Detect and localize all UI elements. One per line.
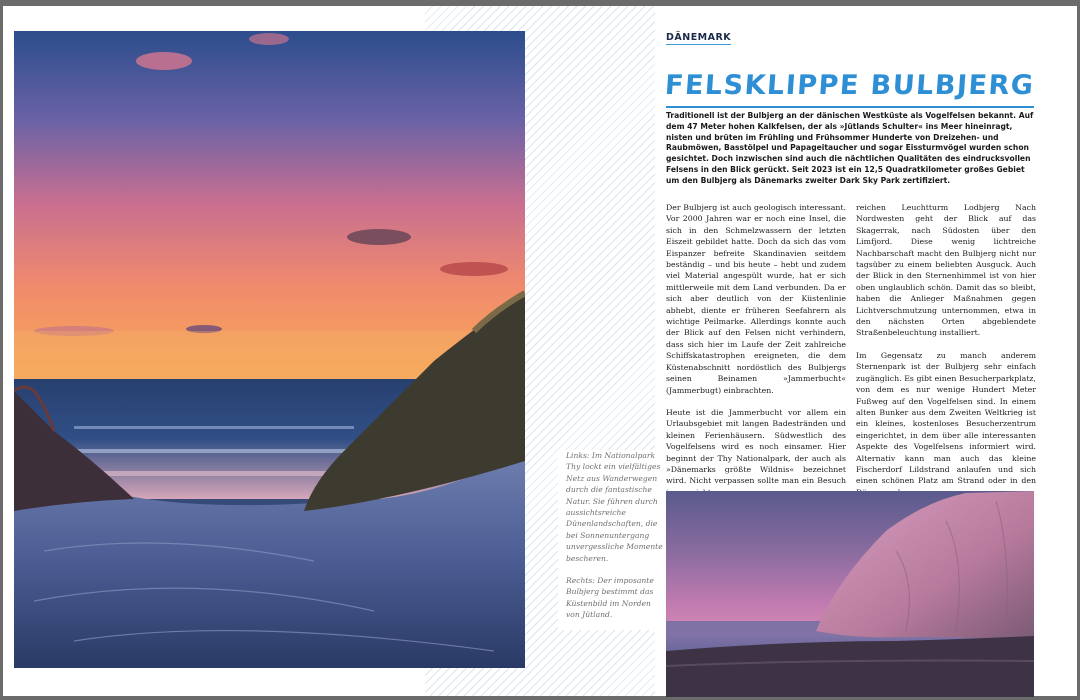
caption-right: Rechts: Der imposante Bulbjerg bestimmt das Küstenbild im Norden von Jütland. [566, 576, 654, 620]
dune-sunset-photo [14, 31, 525, 668]
body-column-1 [666, 202, 846, 509]
caption-left: Links: Im Nationalpark Thy lockt ein vielfältiges Netz aus Wanderwegen durch die fantastische Natur. Sie führen durch aussichtsreiche Dünenlandschaften, die bei Sonnenuntergang unvergessliche Momente bescheren. [566, 451, 663, 563]
body-paragraph: reichen Leuchtturm Lodbjerg Nach Nordwesten geht der Blick auf das Skagerrak, nach Südosten über den Limfjord. Diese wenig lichtreiche Nachbarschaft macht den Bulbjerg nicht nur tagsüber zu einem beliebten Ausguck. Auch der Blick in den Sternenhimmel ist von hier oben unglaublich schön. Damit das so bleibt, haben die Anlieger Maßnahmen gegen Lichtverschmutzung unternommen, etwa in den nächsten Orten abgeblendete Straßenbeleuchtung installiert. [856, 203, 1036, 338]
body-column-2 [856, 202, 1036, 509]
lead-paragraph: Traditionell ist der Bulbjerg an der dänischen Westküste als Vogelfelsen bekannt. Auf dem 47 Meter hohen Kalkfelsen, der als »Jütlands Schulter« ins Meer hineinragt, nisten und brüten im Frühling und Frühsommer Hunderte von Dreizehen- und Raubmöwen, Basstölpel und Papageitaucher und sogar Eissturmvögel wurden schon gesichtet. Doch inzwischen sind auch die nächtlichen Qualitäten des eindrucksvollen Felsens in den Blick gerückt. Seit 2023 ist ein 12,5 Quadratkilometer großes Gebiet um den Bulbjerg als Dänemarks zweiter Dark Sky Park zertifiziert. [666, 111, 1034, 185]
body-paragraph: Im Gegensatz zu manch anderem Sternenpark ist der Bulbjerg sehr einfach zugänglich. Es gibt einen Besucherparkplatz, von dem es nur wenige Hundert Meter Fußweg auf den Vogelfelsen sind. In einem alten Bunker aus dem Zweiten Weltkrieg ist ein kleines, kostenloses Besucherzentrum eingerichtet, in dem über alle interessanten Aspekte des Vogelfelsens informiert wird. Alternativ kann man auch das kleine Fischerdorf Lildstrand anlaufen und sich einen schönen Platz am Strand oder in den [856, 350, 1036, 486]
frame-left [0, 0, 3, 700]
body-paragraph: Der Bulbjerg ist auch geologisch interessant. Vor 2000 Jahren war er noch eine Insel, die sich in den Schmelzwassern der letzten Eiszeit gebildet hatte. Doch da sich das vom Eispanzer befreite Skandinavien seitdem beständig – und bis heute – hebt und zudem viel Material angespült wurde, hat er sich mittlerweile mit dem Land verbunden. Da er sich aber deutlich von der Küstenlinie abhebt, diente er früheren Seefahrern als wichtige Peilmarke. Allerdings konnte auch der Blick auf den Felsen nicht verhindern, dass sich hier im Laufe der Zeit zahlreiche Schiffskatastrophen ereigneten, die dem Küstenabschnitt nordöstlich des Bulbjergs seinen Beinamen »Jammerbucht« (Jammerbugt) einbrachten. [666, 203, 846, 395]
bulbjerg-cliff-photo [666, 491, 1034, 697]
article-title: FELSKLIPPE BULBJERG [663, 70, 1036, 101]
body-paragraph: Heute ist die Jammerbucht vor allem ein Urlaubsgebiet mit langen Badestränden und kleinen Ferienhäusern. Südwestlich des Vogelfelsens wird es noch einsamer. Hier beginnt der Thy Nationalpark, der auch als »Dänemarks größte Wildnis« bezeichnet wird. Nicht verpassen sollte man ein Besuch [666, 407, 846, 486]
section-label: DÄNEMARK [666, 32, 732, 43]
title-rule [666, 106, 1034, 108]
photo-caption [558, 450, 670, 630]
